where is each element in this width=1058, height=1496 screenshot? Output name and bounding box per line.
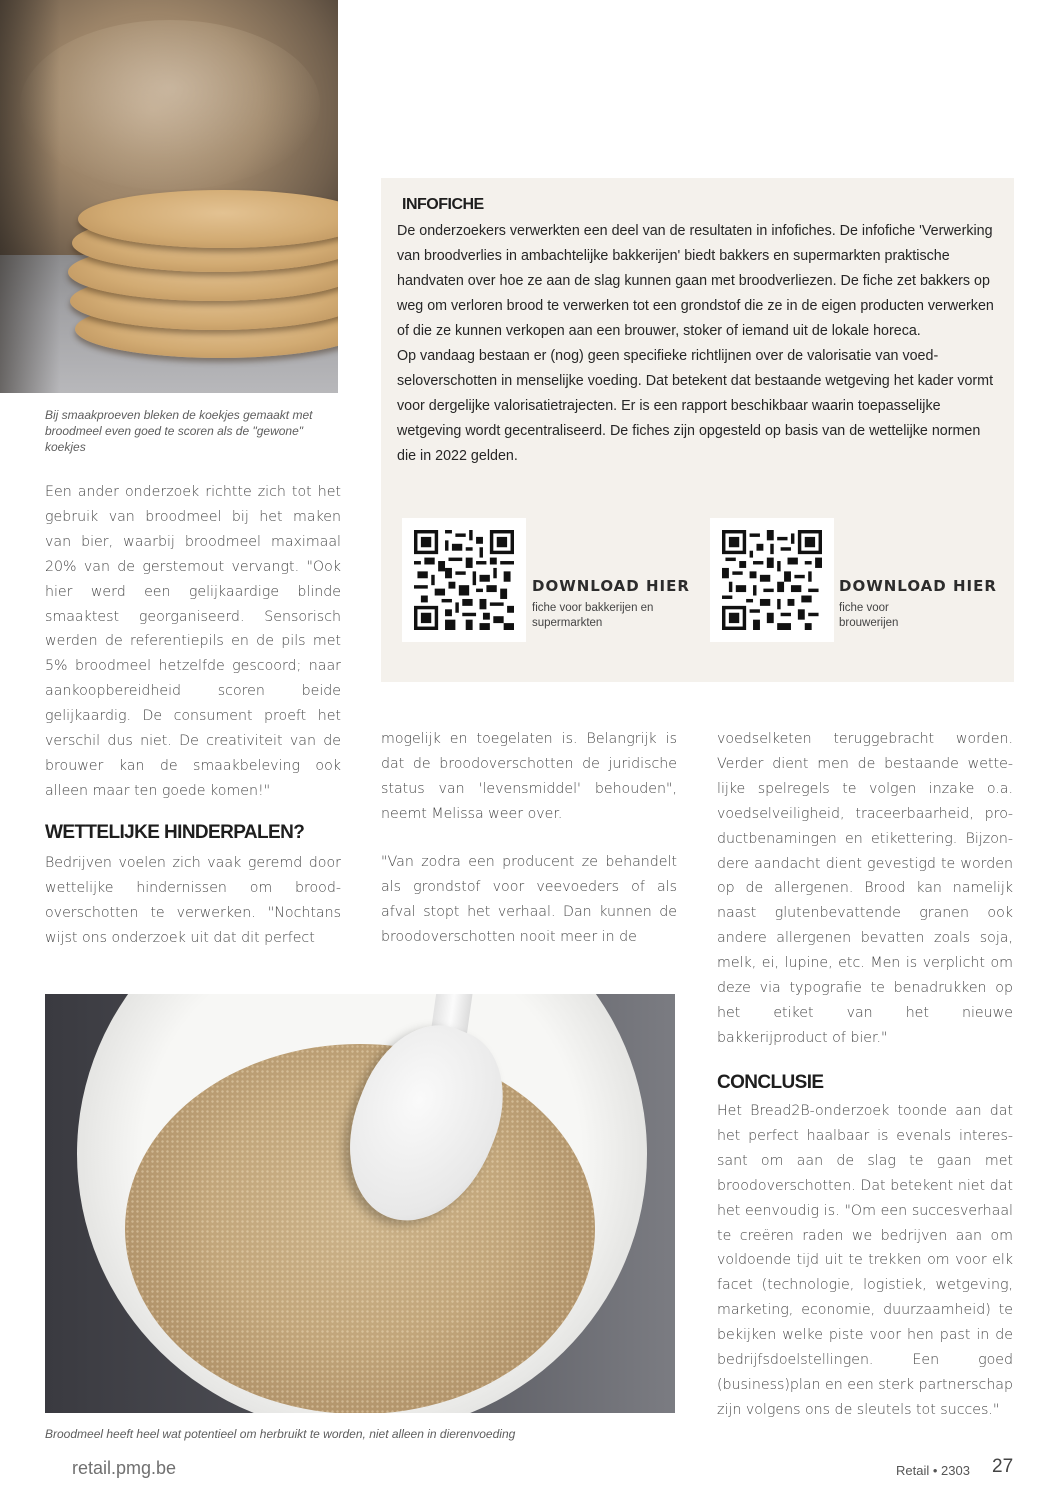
download-brouwerijen-link[interactable]: DOWNLOAD HIER: [839, 577, 997, 595]
photo-breadcrumb-bowl: [45, 994, 675, 1413]
infofiche-paragraph1: De onderzoekers verwerkten een deel van de resultaten in infofiches. De infofiche 'Verwerking van broodverlies in ambachtelijke bakkerijen' biedt bakkers en supermarkten praktische handvaten over hoe ze aan de slag kunnen gaan met broodverliezen. De fiche zet bakkers op weg om verloren brood te verwerken tot een grondstof die ze in de eigen producten verwerken of die ze kunnen verkopen aan een brouwer, stoker of iemand uit de lokale horeca.: [397, 223, 994, 339]
footer-magazine-issue: Retail • 2303: [896, 1463, 970, 1478]
photo-cookies-caption: Bij smaakproeven bleken de koekjes gemaakt met broodmeel even goed te scoren als de "gewone" koekjes: [45, 408, 313, 454]
column3-paragraph2: Het Bread2B-onderzoek toonde aan dat het perfect haalbaar is evenals interessant om aan de slag te gaan met broodoverschotten. Dat betekent niet dat het eenvoudig is. "Om een succesverhaal te creëren raden we bedrijven aan om voldoende tijd uit te trekken om voor elk facet (technologie, logistiek, wetgeving, marketing, economie, duurzaamheid) te bekijken welke piste voor hen past in de bedrijfsdoelstellingen. Een goed (business)plan en een sterk partnerschap zijn volgens ons de sleutels tot succes.": [717, 1103, 1014, 1418]
footer-page-number: 27: [992, 1456, 1014, 1477]
download-brouwerijen-subtitle: fiche voor brouwerijen: [839, 602, 899, 629]
column3-paragraph1: voedselketen teruggebracht worden. Verder dient men de bestaande wettelijke spelregels te volgen inzake o.a. voedselveiligheid, traceerbaarheid, productbenamingen en etikettering. Bijzondere aandacht dient gevestigd te worden op de allergenen. Brood kan namelijk naast glutenbevattende granen ook andere allergenen bevatten zoals soja, melk, ei, lupine, etc. Men is verplicht om deze via typografie te benadrukken op het etiket van het nieuwe bakkerijproduct of bier.": [717, 731, 1013, 1046]
column2-paragraph1: mogelijk en toegelaten is. Belangrijk is dat de broodoverschotten de juridische status van 'levensmiddel' behouden", neemt Melissa weer over.: [381, 731, 677, 822]
column2-paragraph2: "Van zodra een producent ze behandelt als grondstof voor veevoeders of als afval stopt het verhaal. Dan kunnen de broodoverschotten nooit meer in de: [381, 854, 677, 945]
infofiche-text: [397, 219, 997, 469]
qr-code-icon: [722, 530, 822, 630]
column1-paragraph1: Een ander onderzoek richtte zich tot het gebruik van broodmeel bij het maken van bier, waarbij broodmeel maximaal 20% van de gerstemout vervangt. "Ook hier werd een gelijkaardige blinde smaaktest georganiseerd. Sensorisch werden de referentiepils en de pils met 5% broodmeel hetzelfde gescoord; naar aankoopbereidheid scoren beide gelijkaardig. De consument proeft het verschil dus niet. De creativiteit van de brouwer kan de smaakbeleving ook alleen maar ten goede komen!": [45, 484, 341, 799]
heading-wettelijke-hinderpalen: WETTELIJKE HINDERPALEN?: [45, 822, 305, 843]
download-bakkerijen-link[interactable]: DOWNLOAD HIER: [532, 577, 690, 595]
heading-conclusie: CONCLUSIE: [717, 1072, 824, 1093]
qr-code-icon: [414, 530, 514, 630]
photo-cookies: [0, 0, 338, 393]
qr-code-bakkerijen[interactable]: [402, 518, 526, 642]
qr-code-brouwerijen[interactable]: [710, 518, 834, 642]
infofiche-title: INFOFICHE: [402, 196, 484, 213]
photo-bowl-caption: Broodmeel heeft heel wat potentieel om herbruikt te worden, niet alleen in dierenvoeding: [45, 1427, 516, 1441]
column1-paragraph2: Bedrijven voelen zich vaak geremd door wettelijke hindernissen om broodoverschotten te verwerken. "Nochtans wijst ons onderzoek uit dat dit perfect: [45, 855, 341, 946]
download-bakkerijen-subtitle: fiche voor bakkerijen en supermarkten: [532, 602, 654, 629]
footer-website-link[interactable]: retail.pmg.be: [72, 1458, 177, 1478]
infofiche-paragraph2: Op vandaag bestaan er (nog) geen specifieke richtlijnen over de valorisatie van voedseloverschotten in menselijke voeding. Dat betekent dat bestaande wetgeving het kader vormt voor dergelijke valorisatietrajecten. Er is een rapport beschikbaar waarin toepasselijke wetgeving wordt gecentraliseerd. De fiches zijn opgesteld op basis van de wettelijke normen die in 2022 gelden.: [397, 348, 994, 464]
